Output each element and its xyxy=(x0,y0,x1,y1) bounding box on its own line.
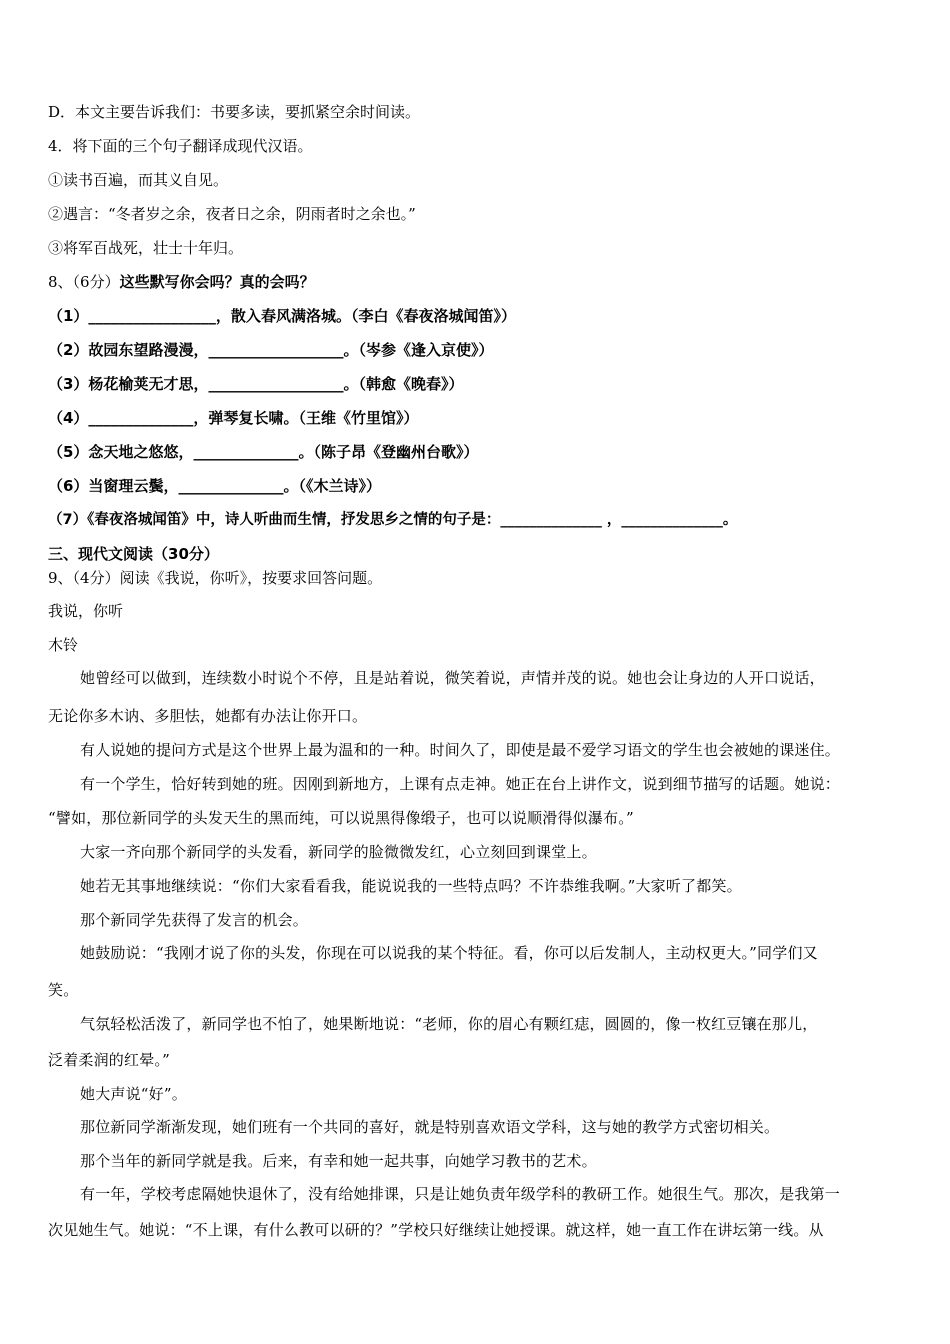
paragraph-7-line-2: 笑。 xyxy=(48,981,79,999)
section-3-heading: 三、现代文阅读（30分） xyxy=(48,545,219,563)
fill-blank-4: （4）______________，弹琴复长啸。（王维《竹里馆》） xyxy=(48,409,419,427)
paragraph-3-line-2: “譬如，那位新同学的头发天生的黑而纯，可以说黑得像缎子，也可以说顺滑得似瀑布。” xyxy=(48,809,634,827)
paragraph-5: 她若无其事地继续说：“你们大家看看我，能说说我的一些特点吗？不许恭维我啊。”大家听了都笑。 xyxy=(80,877,742,895)
paragraph-12-line-2: 次见她生气。她说：“不上课，有什么教可以研的？”学校只好继续让她授课。就这样，她一直工作在讲坛第一线。从 xyxy=(48,1221,824,1239)
sentence-3: ③将军百战死，壮士十年归。 xyxy=(48,239,244,257)
fill-blank-3: （3）杨花榆荚无才思，__________________。（韩愈《晚春》） xyxy=(48,375,464,393)
article-author: 木铃 xyxy=(48,636,79,654)
paragraph-1-line-2: 无论你多木讷、多胆怯，她都有办法让你开口。 xyxy=(48,707,368,725)
paragraph-8-line-1: 气氛轻松活泼了，新同学也不怕了，她果断地说：“老师，你的眉心有颗红痣，圆圆的，像一枚红豆镶在那儿， xyxy=(80,1015,818,1033)
paragraph-9: 她大声说“好”。 xyxy=(80,1085,187,1103)
article-title: 我说，你听 xyxy=(48,602,124,620)
question-9: 9、（4分）阅读《我说，你听》，按要求回答问题。 xyxy=(48,569,383,587)
fill-blank-7: （7）《春夜洛城闻笛》中，诗人听曲而生情，抒发思乡之情的句子是：______________ ，______________。 xyxy=(48,512,738,528)
sentence-2: ②遇言：“冬者岁之余，夜者日之余，阴雨者时之余也。” xyxy=(48,205,416,223)
question-8-number: 8、（6分） xyxy=(48,273,120,291)
paragraph-4: 大家一齐向那个新同学的头发看，新同学的脸微微发红，心立刻回到课堂上。 xyxy=(80,843,597,861)
paragraph-7-line-1: 她鼓励说：“我刚才说了你的头发，你现在可以说我的某个特征。看，你可以后发制人，主动权更大。”同学们又 xyxy=(80,944,818,962)
paragraph-6: 那个新同学先获得了发言的机会。 xyxy=(80,911,309,929)
fill-blank-5: （5）念天地之悠悠，______________。（陈子昂《登幽州台歌》） xyxy=(48,443,479,461)
question-8-title: 这些默写你会吗？真的会吗？ xyxy=(119,273,315,291)
question-4: 4．将下面的三个句子翻译成现代汉语。 xyxy=(48,137,313,155)
question-8 xyxy=(48,272,315,292)
paragraph-2: 有人说她的提问方式是这个世界上最为温和的一种。时间久了，即使是最不爱学习语文的学生也会被她的课迷住。 xyxy=(80,741,841,759)
fill-blank-1: （1）_________________，散入春风满洛城。（李白《春夜洛城闻笛》） xyxy=(48,307,516,325)
paragraph-11: 那个当年的新同学就是我。后来，有幸和她一起共事，向她学习教书的艺术。 xyxy=(80,1152,597,1170)
paragraph-12-line-1: 有一年，学校考虑隔她快退休了，没有给她排课，只是让她负责年级学科的教研工作。她很生气。那次，是我第一 xyxy=(80,1185,841,1203)
paragraph-1-line-1: 她曾经可以做到，连续数小时说个不停，且是站着说，微笑着说，声情并茂的说。她也会让身边的人开口说话， xyxy=(80,669,825,687)
paragraph-10: 那位新同学渐渐发现，她们班有一个共同的喜好，就是特别喜欢语文学科，这与她的教学方式密切相关。 xyxy=(80,1118,780,1136)
fill-blank-6: （6）当窗理云鬓，______________。（《木兰诗》） xyxy=(48,477,381,495)
question-option-d: D．本文主要告诉我们：书要多读，要抓紧空余时间读。 xyxy=(48,103,421,121)
fill-blank-2: （2）故园东望路漫漫，__________________。（岑参《逢入京使》） xyxy=(48,341,494,359)
sentence-1: ①读书百遍，而其义自见。 xyxy=(48,171,229,189)
paragraph-3-line-1: 有一个学生，恰好转到她的班。因刚到新地方，上课有点走神。她正在台上讲作文，说到细节描写的话题。她说： xyxy=(80,775,841,793)
paragraph-8-line-2: 泛着柔润的红晕。” xyxy=(48,1051,170,1069)
